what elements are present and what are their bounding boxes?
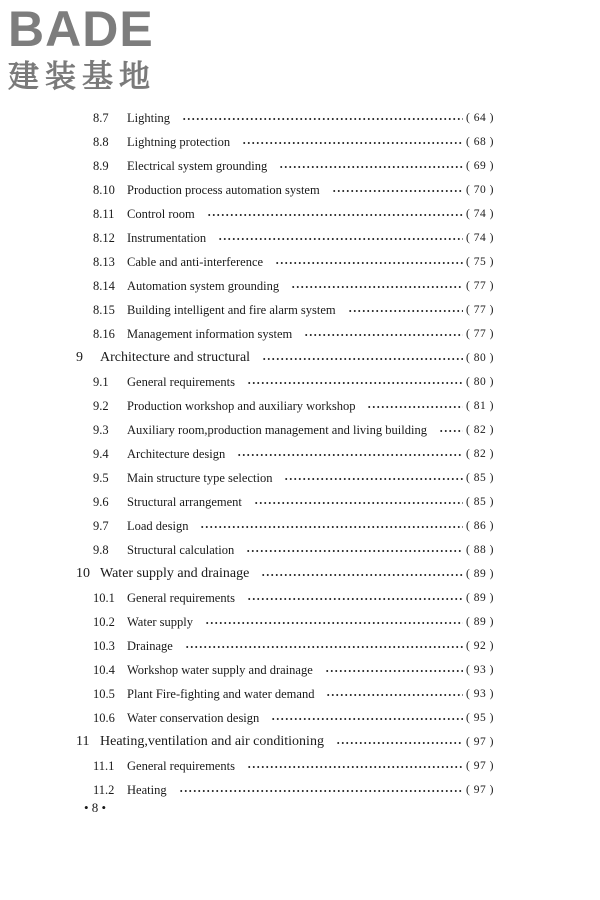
toc-entry-title: Main structure type selection (127, 470, 273, 485)
dot-leader (275, 262, 463, 264)
toc-section-row[interactable] (0, 442, 600, 466)
toc-entry-page: ( 82 ) (466, 424, 494, 436)
toc-entry-title: Architecture design (127, 446, 226, 461)
toc-entry-title: General requirements (127, 374, 235, 389)
dot-leader (262, 358, 463, 360)
dot-leader (439, 430, 463, 432)
toc-entry-number: 9.5 (93, 470, 109, 485)
bade-logo (8, 1, 178, 96)
toc-entry-page: ( 88 ) (466, 544, 494, 556)
toc-entry-number: 8.7 (93, 110, 109, 125)
toc-entry-title: Management information system (127, 326, 293, 341)
toc-entry-page: ( 93 ) (466, 664, 494, 676)
toc-section-row[interactable] (0, 490, 600, 514)
toc-entry-title: Load design (127, 518, 189, 533)
toc-entry-title: Instrumentation (127, 230, 207, 245)
toc-entry-title: Control room (127, 206, 195, 221)
dot-leader (348, 310, 463, 312)
dot-leader (247, 598, 463, 600)
toc-section-row[interactable] (0, 322, 600, 346)
toc-entry-title: Cable and anti-interference (127, 254, 264, 269)
toc-entry-number: 8.14 (93, 278, 115, 293)
toc-section-row[interactable] (0, 658, 600, 682)
table-of-contents (0, 106, 600, 802)
toc-entry-page: ( 64 ) (466, 112, 494, 124)
dot-leader (242, 142, 463, 144)
toc-section-row[interactable] (0, 226, 600, 250)
dot-leader (279, 166, 463, 168)
toc-entry-page: ( 92 ) (466, 640, 494, 652)
toc-section-row[interactable] (0, 514, 600, 538)
toc-section-row[interactable] (0, 754, 600, 778)
dot-leader (207, 214, 463, 216)
toc-entry-number: 9.6 (93, 494, 109, 509)
toc-entry-page: ( 77 ) (466, 328, 494, 340)
toc-entry-page: ( 75 ) (466, 256, 494, 268)
toc-entry-title: Architecture and structural (100, 350, 251, 365)
toc-entry-title: Water conservation design (127, 710, 260, 725)
toc-entry-page: ( 80 ) (466, 352, 494, 364)
toc-entry-page: ( 97 ) (466, 760, 494, 772)
toc-section-row[interactable] (0, 154, 600, 178)
toc-entry-page: ( 69 ) (466, 160, 494, 172)
dot-leader (325, 670, 463, 672)
toc-entry-number: 8.16 (93, 326, 115, 341)
toc-entry-number: 9.2 (93, 398, 109, 413)
toc-entry-title: Building intelligent and fire alarm system (127, 302, 336, 317)
toc-entry-number: 10 (76, 566, 90, 581)
toc-section-row[interactable] (0, 586, 600, 610)
dot-leader (291, 286, 463, 288)
toc-entry-title: Production workshop and auxiliary workshop (127, 398, 356, 413)
toc-entry-title: General requirements (127, 590, 235, 605)
toc-entry-page: ( 81 ) (466, 400, 494, 412)
toc-section-row[interactable] (0, 682, 600, 706)
toc-entry-page: ( 89 ) (466, 592, 494, 604)
dot-leader (237, 454, 463, 456)
dot-leader (205, 622, 463, 624)
toc-entry-number: 9.7 (93, 518, 109, 533)
toc-section-row[interactable] (0, 466, 600, 490)
toc-section-row[interactable] (0, 106, 600, 130)
toc-entry-title: Heating,ventilation and air conditioning (100, 734, 324, 749)
toc-entry-page: ( 93 ) (466, 688, 494, 700)
dot-leader (254, 502, 463, 504)
toc-entry-title: Production process automation system (127, 182, 320, 197)
toc-section-row[interactable] (0, 130, 600, 154)
toc-entry-number: 10.4 (93, 662, 115, 677)
toc-entry-title: Water supply and drainage (100, 566, 250, 581)
toc-entry-number: 10.1 (93, 590, 115, 605)
toc-section-row[interactable] (0, 394, 600, 418)
toc-entry-page: ( 77 ) (466, 304, 494, 316)
toc-section-row[interactable] (0, 418, 600, 442)
toc-entry-number: 11.1 (93, 758, 115, 773)
toc-section-row[interactable] (0, 538, 600, 562)
toc-entry-title: Workshop water supply and drainage (127, 662, 313, 677)
logo-brand: BADE (8, 1, 154, 57)
toc-entry-page: ( 80 ) (466, 376, 494, 388)
toc-entry-title: General requirements (127, 758, 235, 773)
toc-chapter-row[interactable] (0, 562, 600, 586)
toc-entry-page: ( 74 ) (466, 208, 494, 220)
toc-chapter-row[interactable] (0, 730, 600, 754)
dot-leader (246, 550, 463, 552)
toc-entry-number: 10.2 (93, 614, 115, 629)
dot-leader (336, 742, 463, 744)
logo-subtitle: 建装基地 (8, 59, 156, 95)
toc-entry-number: 8.11 (93, 206, 115, 221)
toc-entry-number: 8.9 (93, 158, 109, 173)
toc-entry-number: 10.5 (93, 686, 115, 701)
toc-entry-title: Lightning protection (127, 134, 231, 149)
toc-entry-page: ( 86 ) (466, 520, 494, 532)
dot-leader (200, 526, 463, 528)
toc-section-row[interactable] (0, 298, 600, 322)
toc-entry-page: ( 97 ) (466, 784, 494, 796)
dot-leader (185, 646, 463, 648)
toc-chapter-row[interactable] (0, 346, 600, 370)
dot-leader (179, 790, 463, 792)
dot-leader (261, 574, 463, 576)
toc-entry-title: Drainage (127, 638, 173, 653)
toc-section-row[interactable] (0, 250, 600, 274)
toc-entry-page: ( 95 ) (466, 712, 494, 724)
toc-entry-number: 8.12 (93, 230, 115, 245)
toc-entry-number: 9.3 (93, 422, 109, 437)
toc-entry-number: 8.15 (93, 302, 115, 317)
toc-entry-page: ( 82 ) (466, 448, 494, 460)
toc-entry-title: Water supply (127, 614, 193, 629)
toc-entry-page: ( 85 ) (466, 496, 494, 508)
toc-section-row[interactable] (0, 778, 600, 802)
dot-leader (304, 334, 463, 336)
dot-leader (271, 718, 463, 720)
toc-section-row[interactable] (0, 202, 600, 226)
dot-leader (326, 694, 463, 696)
dot-leader (218, 238, 463, 240)
dot-leader (247, 766, 463, 768)
toc-entry-number: 11 (76, 734, 90, 749)
toc-entry-title: Auxiliary room,production management and living building (127, 422, 427, 437)
toc-entry-title: Automation system grounding (127, 278, 280, 293)
toc-entry-number: 9 (76, 350, 83, 365)
dot-leader (332, 190, 463, 192)
toc-entry-page: ( 97 ) (466, 736, 494, 748)
toc-section-row[interactable] (0, 610, 600, 634)
toc-section-row[interactable] (0, 370, 600, 394)
toc-entry-title: Structural calculation (127, 542, 235, 557)
toc-entry-number: 9.8 (93, 542, 109, 557)
toc-entry-number: 8.10 (93, 182, 115, 197)
toc-entry-page: ( 89 ) (466, 568, 494, 580)
toc-entry-number: 9.1 (93, 374, 109, 389)
dot-leader (182, 118, 463, 120)
dot-leader (247, 382, 463, 384)
toc-entry-title: Structural arrangement (127, 494, 242, 509)
toc-entry-title: Heating (127, 782, 167, 797)
toc-entry-page: ( 68 ) (466, 136, 494, 148)
toc-entry-title: Plant Fire-fighting and water demand (127, 686, 315, 701)
toc-entry-page: ( 74 ) (466, 232, 494, 244)
toc-section-row[interactable] (0, 178, 600, 202)
toc-entry-number: 10.3 (93, 638, 115, 653)
toc-section-row[interactable] (0, 274, 600, 298)
page-number: • 8 • (84, 800, 107, 815)
toc-entry-number: 9.4 (93, 446, 109, 461)
toc-section-row[interactable] (0, 634, 600, 658)
dot-leader (284, 478, 463, 480)
dot-leader (367, 406, 463, 408)
toc-entry-page: ( 77 ) (466, 280, 494, 292)
toc-section-row[interactable] (0, 706, 600, 730)
toc-entry-page: ( 70 ) (466, 184, 494, 196)
toc-entry-page: ( 89 ) (466, 616, 494, 628)
toc-entry-title: Lighting (127, 110, 171, 125)
toc-entry-number: 10.6 (93, 710, 115, 725)
toc-entry-number: 11.2 (93, 782, 115, 797)
toc-entry-number: 8.13 (93, 254, 115, 269)
toc-entry-title: Electrical system grounding (127, 158, 268, 173)
toc-entry-page: ( 85 ) (466, 472, 494, 484)
toc-entry-number: 8.8 (93, 134, 109, 149)
